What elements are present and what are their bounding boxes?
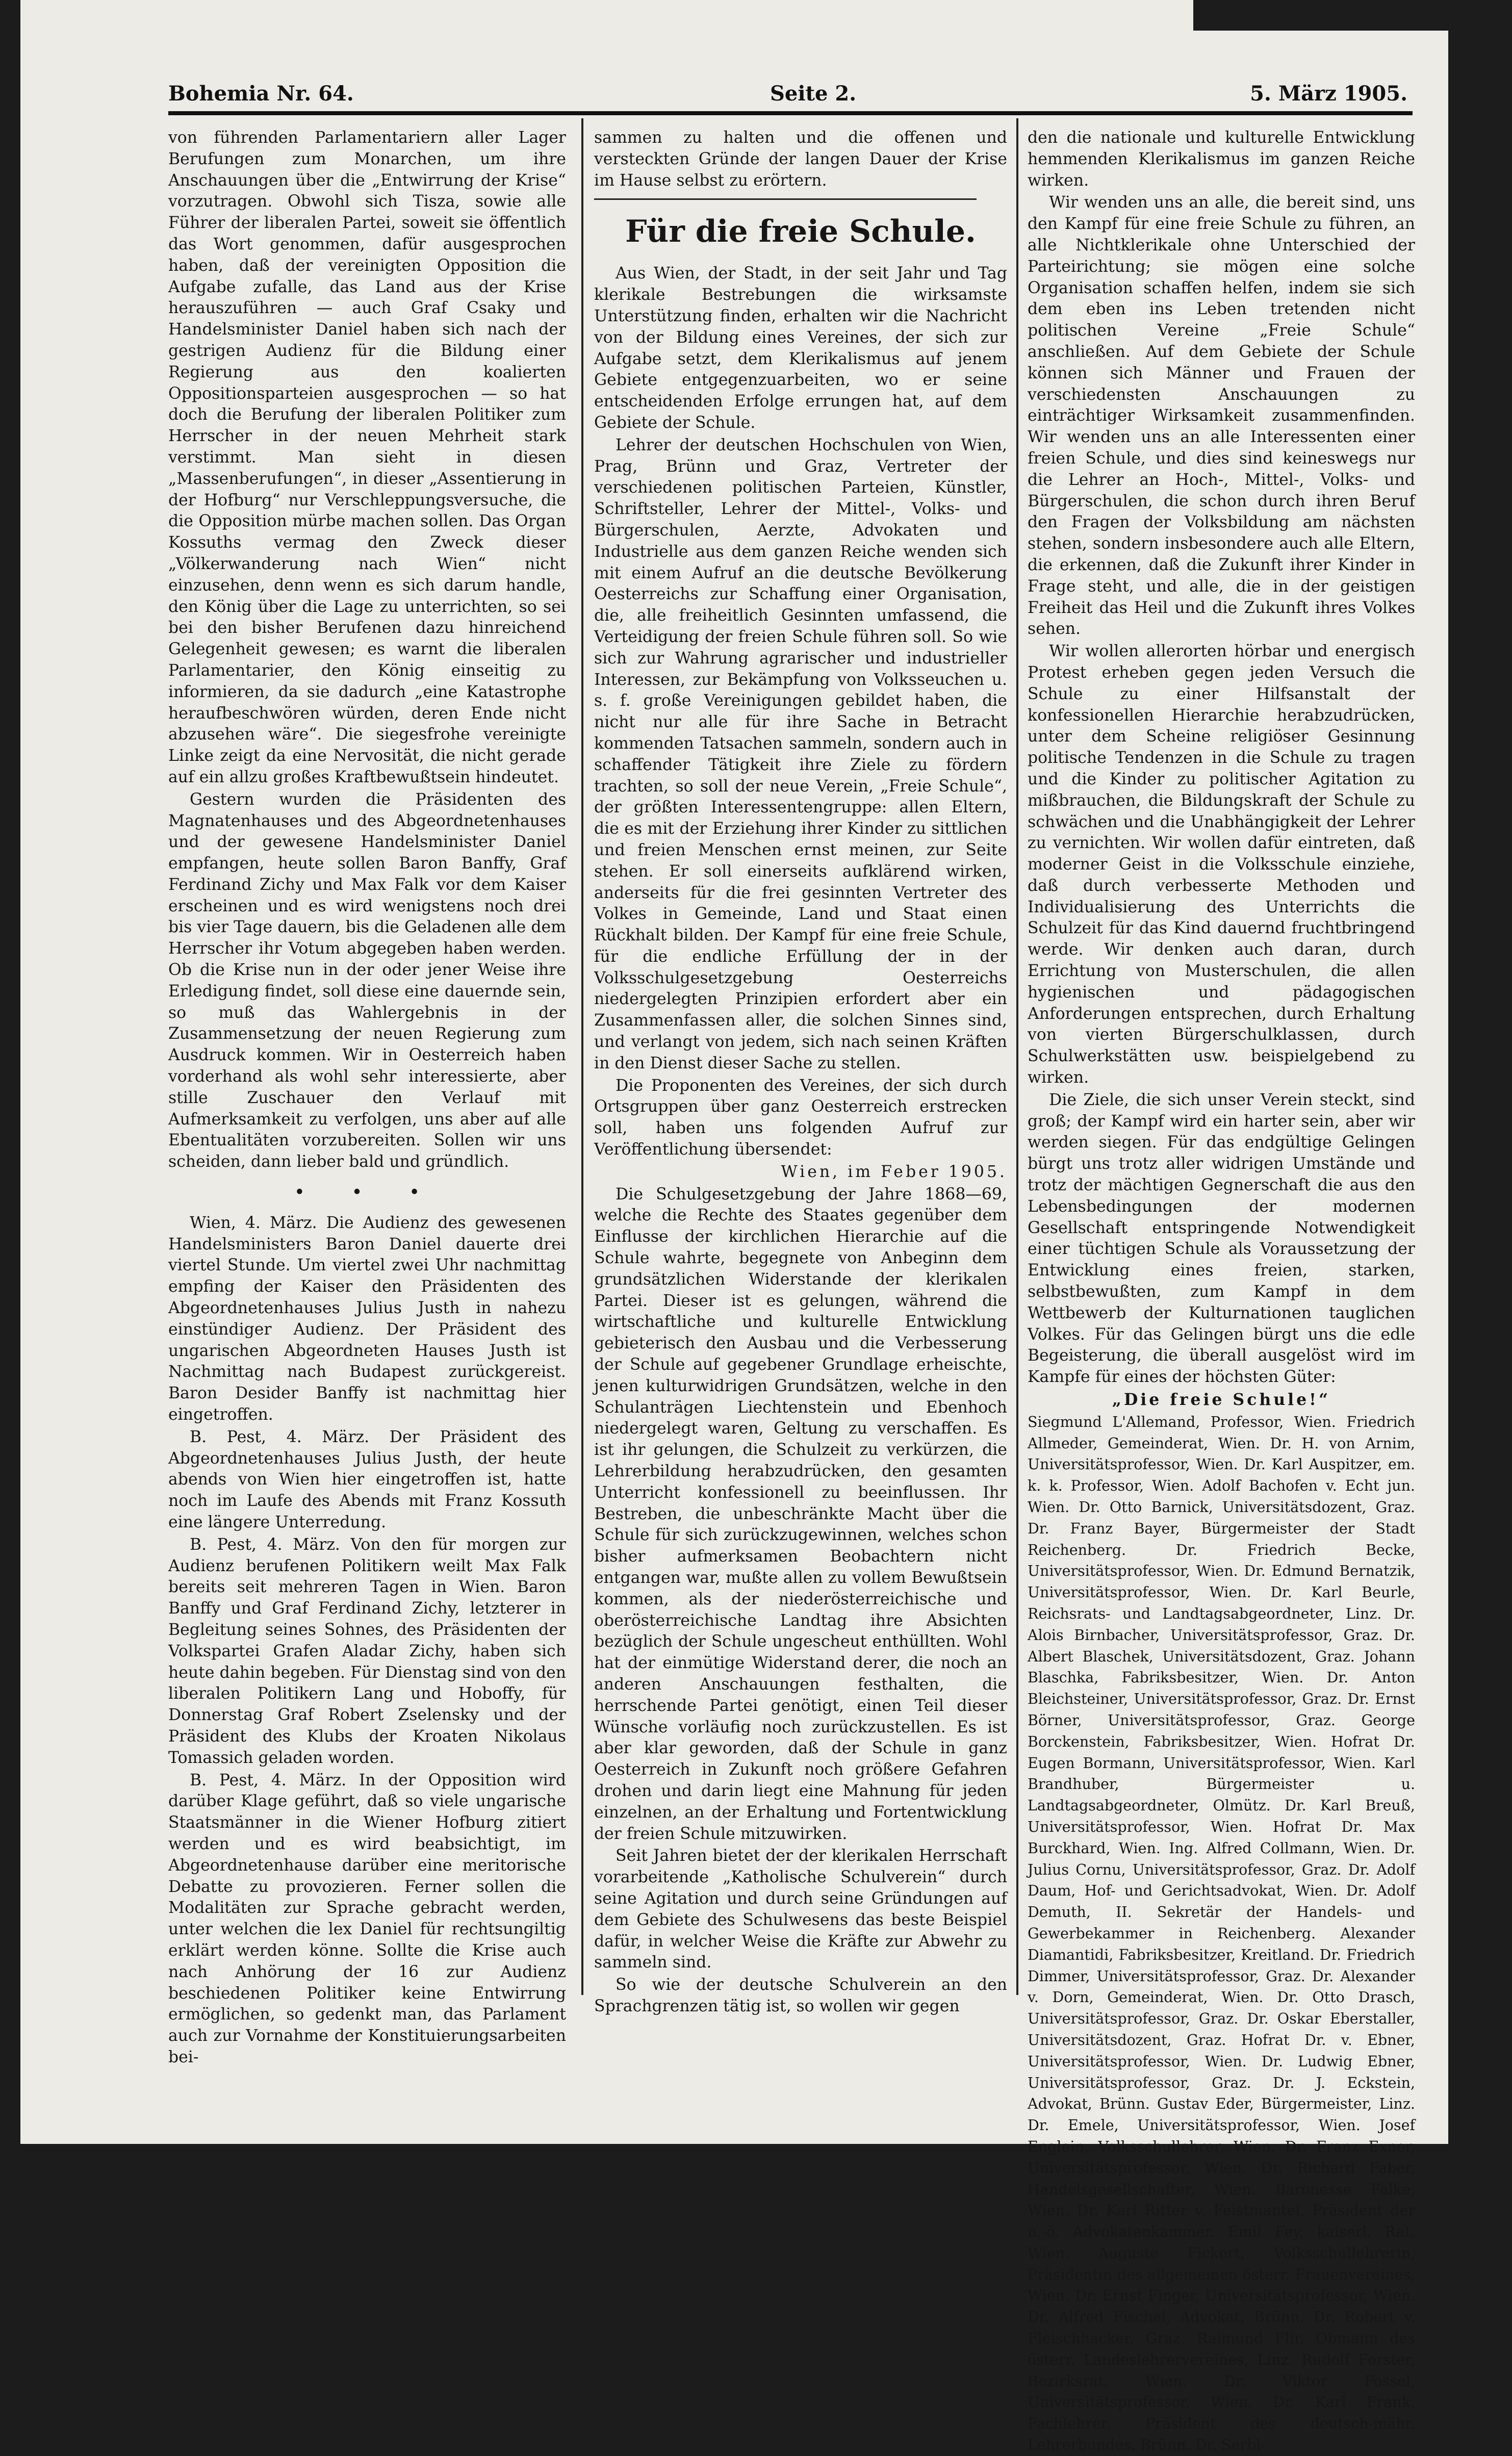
column-rule-2 xyxy=(1016,118,1018,1995)
paragraph: sammen zu halten und die offenen und versteckten Gründe der langen Dauer der Krise im Hause selbst zu erörtern. xyxy=(594,129,1007,190)
news-item: B. Pest, 4. März. Der Präsident des Abgeordnetenhauses Julius Justh, der heute abends von Wien hier eingetroffen ist, hatte noch im Laufe des Abends mit Franz Kossuth eine längere Unterredung. xyxy=(168,1427,566,1531)
section-separator: • • • xyxy=(294,1182,441,1204)
newspaper-page xyxy=(20,0,1448,2454)
slogan: „Die freie Schule!“ xyxy=(1112,1390,1331,1410)
paragraph: Seit Jahren bietet der der klerikalen Herrschaft vorarbeitende „Katholische Schulverein“ durch seine Agitation und durch seine Gründungen auf dem Gebiete des Schulwesens das beste Beispiel dafür, in welcher Weise die Kräfte zur Abwehr zu sammeln sind. xyxy=(594,1847,1007,1972)
dateline: Wien, im Feber 1905. xyxy=(781,1162,1007,1181)
news-item: B. Pest, 4. März. In der Opposition wird darüber Klage geführt, daß so viele ungarische Staatsmänner in die Wiener Hofburg zitiert werden und es wird beabsichtigt, im Abgeordnetenhause darüber eine meritorische Debatte zu provozieren. Ferner sollen die Modalitäten zur Sprache gebracht werden, unter welchen die lex Daniel für rechtsungiltig erklärt werden könne. Sollte die Krise auch nach Anhörung der 16 zur Audienz beschiedenen Politiker keine Entwirrung ermöglichen, so gedenkt man, das Parlament auch zur Vornahme der Konstituierungsarbeiten bei- xyxy=(168,1771,566,2066)
column-2 xyxy=(594,127,1007,2015)
paragraph: Wir wenden uns an alle, die bereit sind, uns den Kampf für eine freie Schule zu führen, an alle Nichtklerikale ohne Unterschied der Parteirichtung; sie mögen eine solche Organisation schaffen helfen, indem sie sich dem eben ins Leben tretenden nicht politischen Vereine „Freie Schule“ anschließen. Auf dem Gebiete der Schule können sich Männer und Frauen der verschiedensten Anschauungen zu einträchtiger Wirksamkeit zusammenfinden. Wir wenden uns an alle Interessenten einer freien Schule, und dies sind keineswegs nur die Lehrer an Hoch-, Mittel-, Volks- und Bürgerschulen, die schon durch ihren Beruf den Fragen der Volksbildung am nächsten stehen, sondern insbesondere auch alle Eltern, die erkennen, daß die Zukunft ihrer Kinder in Frage steht, und alle, die in der geistigen Freiheit das Heil und die Zukunft ihres Volkes sehen. xyxy=(1028,193,1415,638)
paragraph: Wir wollen allerorten hörbar und energisch Protest erheben gegen jeden Versuch die Schule zu einer Hilfsanstalt der konfessionellen Hierarchie herabzudrücken, unter dem Scheine religiöser Gesinnung politische Tendenzen in die Schule zu tragen und die Kinder zu politischer Agitation zu mißbrauchen, die Bildungskraft der Schule zu schwächen und die Unabhängigkeit der Lehrer zu vernichten. Wir wollen dafür eintreten, daß moderner Geist in die Volksschule einziehe, daß durch verbesserte Methoden und Individualisierung des Unterrichts die Schulzeit für das Kind dauernd fruchtbringend werde. Wir denken auch daran, durch Errichtung von Musterschulen, die allen hygienischen und pädagogischen Anforderungen entsprechen, durch Erhaltung von vierten Bürgerschulklassen, durch Schulwerkstätten usw. beispielgebend zu wirken. xyxy=(1028,642,1415,1087)
paragraph: Die Ziele, die sich unser Verein steckt, sind groß; der Kampf wird ein harter sein, aber wir werden siegen. Für das endgültige Gelingen bürgt uns trotz aller widrigen Umstände und trotz der mächtigen Gegnerschaft die aus den Lebensbedingungen der modernen Gesellschaft entspringende Notwendigkeit einer tüchtigen Schule als Voraussetzung der Entwicklung eines freien, starken, selbstbewußten, zum Kampf in dem Wettbewerb der Kulturnationen tauglichen Volkes. Für das Gelingen bürgt uns die edle Begeisterung, die überall ausgelöst wird im Kampfe für eines der höchsten Güter: xyxy=(1028,1090,1415,1387)
header-page-number: Seite 2. xyxy=(770,82,857,106)
article-divider xyxy=(594,198,977,200)
paragraph: Aus Wien, der Stadt, in der seit Jahr und Tag klerikale Bestrebungen die wirksamste Unterstützung finden, erhalten wir die Nachricht von der Bildung eines Vereines, der sich zur Aufgabe setzt, dem Klerikalismus auf jenem Gebiete entgegenzuarbeiten, wo er seine entscheidenden Erfolge errungen hat, auf dem Gebiete der Schule. xyxy=(594,264,1007,432)
header-date: 5. März 1905. xyxy=(1250,82,1407,106)
column-rule-1 xyxy=(581,118,583,1995)
paragraph: von führenden Parlamentariern aller Lager Berufungen zum Monarchen, um ihre Anschauungen über die „Entwirrung der Krise“ vorzutragen. Obwohl sich Tisza, sowie alle Führer der liberalen Partei, soweit sie öffentlich das Wort genommen, dafür ausgesprochen haben, daß der vereinigten Opposition die Aufgabe zufalle, das Land aus der Krise herauszuführen — auch Graf Csaky und Handelsminister Daniel haben sich nach der gestrigen Audienz für die Bildung einer Regierung aus den koalierten Oppositionsparteien ausgesprochen — so hat doch die Berufung der liberalen Politiker zum Herrscher in der neuen Mehrheit stark verstimmt. Man sieht in diesen „Massenberufungen“, in dieser „Assentierung in der Hofburg“ nur Verschleppungsversuche, die die Opposition mürbe machen sollen. Das Organ Kossuths vermag den Zweck dieser „Völkerwanderung nach Wien“ nicht einzusehen, denn wenn es sich darum handle, den König über die Lage zu unterrichten, so sei bei den bisher Berufenen dazu hinreichend Gelegenheit gewesen; es warnt die liberalen Parlamentarier, den König einseitig zu informieren, da sie dadurch „eine Katastrophe heraufbeschwören würden, deren Ende nicht abzusehen wäre“. Die siegesfrohe vereinigte Linke zeigt da eine Nervosität, die nicht gerade auf ein allzu großes Kraftbewußtsein hindeutet. xyxy=(168,129,566,786)
paragraph: Die Proponenten des Vereines, der sich durch Ortsgruppen über ganz Oesterreich erstrecken soll, haben uns folgenden Aufruf zur Veröffentlichung übersendet: xyxy=(594,1076,1007,1159)
paragraph: Die Schulgesetzgebung der Jahre 1868—69, welche die Rechte des Staates gegenüber dem Einflusse der kirchlichen Hierarchie auf die Schule wahrte, begegnete von Anbeginn dem grundsätzlichen Widerstande der klerikalen Partei. Dieser ist es gelungen, während die wirtschaftliche und kulturelle Entwicklung gebieterisch den Ausbau und die Verbesserung der Schule auf gegebener Grundlage erheischte, jenen kulturwidrigen Grundsätzen, welche in den Schulanträgen Liechtenstein und Ebenhoch niedergelegt waren, Geltung zu verschaffen. Es ist ihr gelungen, die Schulzeit zu verkürzen, die Lehrerbildung herabzudrücken, den gesamten Unterricht konfessionell zu beeinflussen. Ihr Bestreben, die unbeschränkte Macht über die Schule für sich zurückzugewinnen, welches schon bisher aufmerksamen Beobachtern nicht entgangen war, mußte allen zu vollem Bewußtsein kommen, als der niederösterreichische und oberösterreichische Landtag ihre Absichten bezüglich der Schule ungescheut enthüllten. Wohl hat der einmütige Widerstand derer, die noch an anderen Anschauungen festhalten, die herrschende Partei genötigt, einen Teil dieser Wünsche vorläufig noch zurückzustellen. Es ist aber klar geworden, daß der Schule in ganz Oesterreich in Zukunft noch größere Gefahren drohen und darin liegt eine Mahnung für jeden einzelnen, an der Erhaltung und Fortentwicklung der freien Schule mitzuwirken. xyxy=(594,1185,1007,1843)
paragraph: den die nationale und kulturelle Entwicklung hemmenden Klerikalismus im ganzen Reiche wirken. xyxy=(1028,129,1415,190)
article-title: Für die freie Schule. xyxy=(625,214,976,250)
column-1 xyxy=(168,127,566,2066)
signatories-list: Siegmund L'Allemand, Professor, Wien. Friedrich Allmeder, Gemeinderat, Wien. Dr. H. von Arnim, Universitätsprofessor, Wien. Dr. Karl Auspitzer, em. k. k. Professor, Wien. Adolf Bachofen v. Echt jun. Wien. Dr. Otto Barnick, Universitätsdozent, Graz. Dr. Franz Bayer, Bürgermeister der Stadt Reichenberg. Dr. Friedrich Becke, Universitätsprofessor, Wien. Dr. Edmund Bernatzik, Universitätsprofessor, Wien. Dr. Karl Beurle, Reichsrats- und Landtagsabgeordneter, Linz. Dr. Alois Birnbacher, Universitätsprofessor, Graz. Dr. Albert Blaschek, Universitätsdozent, Graz. Johann Blaschka, Fabriksbesitzer, Wien. Dr. Anton Bleichsteiner, Universitätsprofessor, Graz. Dr. Ernst Börner, Universitätsprofessor, Graz. George Borckenstein, Fabriksbesitzer, Wien. Hofrat Dr. Eugen Bormann, Universitätsprofessor, Wien. Karl Brandhuber, Bürgermeister u. Landtagsabgeordneter, Olmütz. Dr. Karl Breuß, Universitätsprofessor, Wien. Hofrat Dr. Max Burckhard, Wien. Ing. Alfred Collmann, Wien. Dr. Julius Cornu, Universitätsprofessor, Graz. Dr. Adolf Daum, Hof- und Gerichtsadvokat, Wien. Dr. Adolf Demuth, II. Sekretär der Handels- und Gewerbekammer in Reichenberg. Alexander Diamantidi, Fabriksbesitzer, Kreitland. Dr. Friedrich Dimmer, Universitätsprofessor, Graz. Dr. Alexander v. Dorn, Gemeinderat, Wien. Dr. Otto Drasch, Universitätsprofessor, Graz. Dr. Oskar Eberstaller, Universitätsdozent, Graz. Hofrat Dr. v. Ebner, Universitätsprofessor, Wien. Dr. Ludwig Ebner, Universitätsprofessor, Graz. Dr. J. Eckstein, Advokat, Brünn. Gustav Eder, Bürgermeister, Linz. Dr. Emele, Universitätsprofessor, Wien. Josef Englein, Volksschullehrer, Wien. Dr. Franz Exner, Universitätsprofessor, Wien. Dr. Richard Faber, Handelsgesellschafter, Wien. Baronesse Falke, Wien. Dr. Karl Ritter v. Feistmantel, Präsident der n.-ö. Advokatenkammer. Emil Fey, kaiserl. Rat, Wien. Auguste Fickert, Volksschullehrerin, Präsidentin des allgemeinen österr. Frauenvereines, Wien. Dr. Ernst Finger, Universitätsprofessor, Wien. Dr. Alfred Fischel, Advokat, Brünn. Dr. Robert v. Fleischhacker, Graz. Raimund Flir, Obmann des österr. Landeslehrervereines, Linz. Rudolf Forster, Bezirksrat, Wien. Dr. Viktor Fossel, Universitätsprofessor, Wien. Dr. Karl Frank, Fachlehrer, Präsident des deutsch-mähr. Lehrerbundes, Brünn. Dr. Serbl- xyxy=(1028,1413,1415,2454)
paragraph: Gestern wurden die Präsidenten des Magnatenhauses und des Abgeordnetenhauses und der gewesene Handelsminister Daniel empfangen, heute sollen Baron Banffy, Graf Ferdinand Zichy und Max Falk vor dem Kaiser erscheinen und es wird wenigstens noch drei bis vier Tage dauern, bis die Geladenen alle dem Herrscher ihr Votum abgegeben haben werden. Ob die Krise nun in der oder jener Weise ihre Erledigung findet, soll diese eine dauernde sein, so muß das Wahlergebnis in der Zusammensetzung der neuen Regierung zum Ausdruck kommen. Wir in Oesterreich haben vorderhand als wohl sehr interessierte, aber stille Zuschauer den Verlauf mit Aufmerksamkeit zu verfolgen, uns aber auf alle Ebentualitäten vorzubereiten. Sollen wir uns scheiden, dann lieber bald und gründlich. xyxy=(168,790,566,1171)
paragraph: Lehrer der deutschen Hochschulen von Wien, Prag, Brünn und Graz, Vertreter der verschiedenen politischen Parteien, Künstler, Schriftsteller, Lehrer der Mittel-, Volks- und Bürgerschulen, Aerzte, Advokaten und Industrielle aus dem ganzen Reiche wenden sich mit einem Aufruf an die deutsche Bevölkerung Oesterreichs zur Schaffung einer Organisation, die, alle freiheitlich Gesinnten umfassend, die Verteidigung der freien Schule führen soll. So wie sich zur Wahrung agrarischer und industrieller Interessen, zur Bekämpfung von Volksseuchen u. s. f. große Vereinigungen gebildet haben, die nicht nur alle für ihre Sache in Betracht kommenden Tatsachen sammeln, sondern auch in schaffender Tätigkeit ihre Ziele zu fördern trachten, so soll der neue Verein, „Freie Schule“, der größten Interessentengruppe: allen Eltern, die es mit der Erziehung ihrer Kinder zu sittlichen und freien Menschen ernst meinen, zur Seite stehen. Er soll einerseits aufklärend wirken, anderseits für die frei gesinnten Vertreter des Volkes in Gemeinde, Land und Staat einen Rückhalt bilden. Der Kampf für eine freie Schule, für die endliche Erfüllung der in der Volksschulgesetzgebung Oesterreichs niedergelegten Prinzipien erfordert aber ein Zusammenfassen aller, die solchen Sinnes sind, und verlangt von jedem, sich nach seinen Kräften in den Dienst dieser Sache zu stellen. xyxy=(594,436,1007,1072)
header-rule xyxy=(168,111,1413,115)
scan-dark-corner xyxy=(1193,0,1512,31)
header-publication: Bohemia Nr. 64. xyxy=(168,82,354,106)
column-3 xyxy=(1028,127,1415,2454)
paragraph: So wie der deutsche Schulverein an den Sprachgrenzen tätig ist, so wollen wir gegen xyxy=(594,1976,1007,2015)
news-item: Wien, 4. März. Die Audienz des gewesenen Handelsministers Baron Daniel dauerte drei viertel Stunde. Um viertel zwei Uhr nachmittag empfing der Kaiser den Präsidenten des Abgeordnetenhauses Julius Justh in nahezu einstündiger Audienz. Der Präsident des ungarischen Abgeordneten Hauses Justh ist Nachmittag nach Budapest zurückgereist. Baron Desider Banffy ist nachmittag hier eingetroffen. xyxy=(168,1213,566,1424)
news-item: B. Pest, 4. März. Von den für morgen zur Audienz berufenen Politikern weilt Max Falk bereits seit mehreren Tagen in Wien. Baron Banffy und Graf Ferdinand Zichy, letzterer in Begleitung seines Sohnes, des Präsidenten der Volkspartei Grafen Aladar Zichy, haben sich heute dahin begeben. Für Dienstag sind von den liberalen Politikern Lang und Hoboffy, für Donnerstag Graf Robert Zselensky und der Präsident des Klubs der Kroaten Nikolaus Tomassich geladen worden. xyxy=(168,1535,566,1767)
